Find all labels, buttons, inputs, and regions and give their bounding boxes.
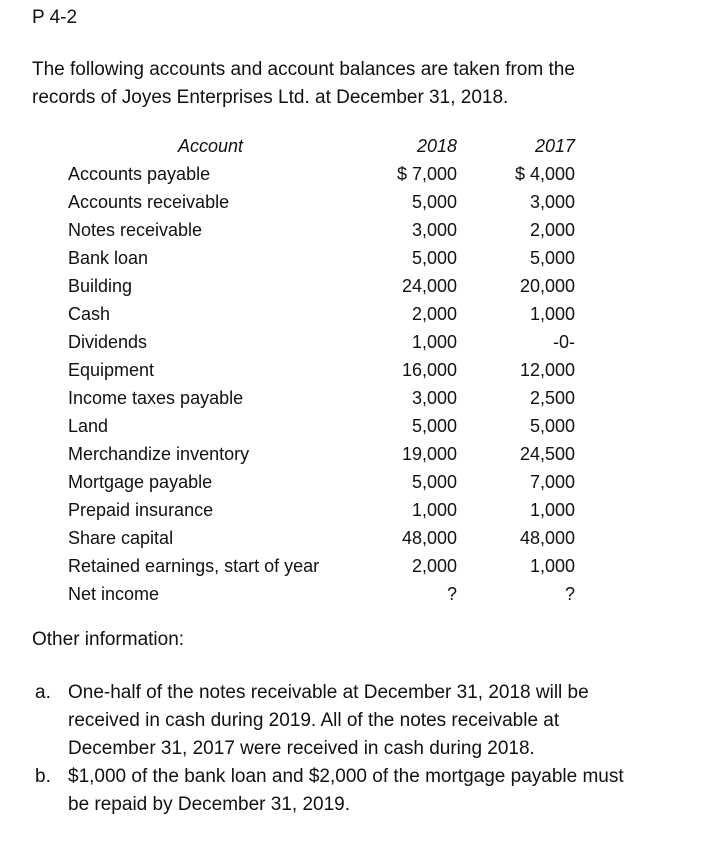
intro-line: The following accounts and account balances are taken from the xyxy=(32,59,575,80)
account-cell: Notes receivable xyxy=(68,220,203,240)
table-row xyxy=(0,329,715,357)
value-2017-cell: 5,000 xyxy=(529,248,575,268)
value-2017-cell: 2,000 xyxy=(529,220,575,240)
intro-paragraph xyxy=(32,56,692,112)
value-2018-cell: $ 7,000 xyxy=(396,164,457,184)
account-cell: Mortgage payable xyxy=(68,472,213,492)
note-line: $1,000 of the bank loan and $2,000 of the mortgage payable must xyxy=(68,766,624,787)
value-2017-cell: 7,000 xyxy=(529,472,575,492)
table-row xyxy=(0,161,715,189)
value-2017-cell: 24,500 xyxy=(519,444,575,464)
table-row xyxy=(0,357,715,385)
note-line: December 31, 2017 were received in cash during 2018. xyxy=(68,738,535,759)
value-2017-cell: 12,000 xyxy=(519,360,575,380)
account-cell: Prepaid insurance xyxy=(68,500,214,520)
account-cell: Building xyxy=(68,276,133,296)
account-cell: Merchandize inventory xyxy=(68,444,250,464)
account-cell: Equipment xyxy=(68,360,155,380)
table-header xyxy=(0,133,715,161)
value-2018-cell: 3,000 xyxy=(411,220,457,240)
note-line: One-half of the notes receivable at December 31, 2018 will be xyxy=(68,682,589,703)
table-row xyxy=(0,581,715,609)
account-cell: Cash xyxy=(68,304,111,324)
table-row xyxy=(0,217,715,245)
table-row xyxy=(0,441,715,469)
problem-title: P 4-2 xyxy=(32,7,78,28)
account-cell: Retained earnings, start of year xyxy=(68,556,320,576)
value-2017-cell: ? xyxy=(564,584,575,604)
value-2018-cell: 1,000 xyxy=(411,500,457,520)
value-2018-cell: 5,000 xyxy=(411,192,457,212)
account-cell: Share capital xyxy=(68,528,174,548)
header-account: Account xyxy=(178,136,244,156)
value-2017-cell: 5,000 xyxy=(529,416,575,436)
table-row xyxy=(0,385,715,413)
account-cell: Accounts receivable xyxy=(68,192,230,212)
note-line: received in cash during 2019. All of the notes receivable at xyxy=(68,710,560,731)
value-2017-cell: 1,000 xyxy=(529,556,575,576)
note-item-a xyxy=(32,679,702,763)
table-row xyxy=(0,189,715,217)
table-row xyxy=(0,273,715,301)
value-2017-cell: 20,000 xyxy=(519,276,575,296)
table-body xyxy=(0,161,715,609)
account-cell: Net income xyxy=(68,584,160,604)
value-2018-cell: 2,000 xyxy=(411,556,457,576)
header-2018: 2018 xyxy=(416,136,457,156)
value-2018-cell: 5,000 xyxy=(411,248,457,268)
account-cell: Accounts payable xyxy=(68,164,211,184)
value-2018-cell: 19,000 xyxy=(401,444,457,464)
value-2018-cell: 16,000 xyxy=(401,360,457,380)
note-line: be repaid by December 31, 2019. xyxy=(68,794,351,815)
value-2017-cell: 1,000 xyxy=(529,500,575,520)
note-marker: b. xyxy=(35,766,51,787)
value-2017-cell: 3,000 xyxy=(529,192,575,212)
other-information-heading: Other information: xyxy=(32,629,185,650)
value-2017-cell: -0- xyxy=(553,332,575,352)
account-cell: Dividends xyxy=(68,332,148,352)
table-row xyxy=(0,525,715,553)
account-balances-table xyxy=(0,133,715,609)
account-cell: Bank loan xyxy=(68,248,149,268)
account-cell: Income taxes payable xyxy=(68,388,244,408)
account-cell: Land xyxy=(68,416,109,436)
header-2017: 2017 xyxy=(534,136,575,156)
value-2018-cell: ? xyxy=(446,584,457,604)
table-row xyxy=(0,553,715,581)
value-2018-cell: 1,000 xyxy=(411,332,457,352)
value-2018-cell: 5,000 xyxy=(411,472,457,492)
value-2018-cell: 48,000 xyxy=(401,528,457,548)
value-2017-cell: $ 4,000 xyxy=(514,164,575,184)
value-2017-cell: 48,000 xyxy=(519,528,575,548)
intro-line: records of Joyes Enterprises Ltd. at December 31, 2018. xyxy=(32,87,509,108)
value-2017-cell: 2,500 xyxy=(529,388,575,408)
notes-list xyxy=(32,679,702,819)
table-row xyxy=(0,245,715,273)
value-2018-cell: 24,000 xyxy=(401,276,457,296)
note-marker: a. xyxy=(35,682,51,703)
table-row xyxy=(0,413,715,441)
value-2018-cell: 2,000 xyxy=(411,304,457,324)
value-2018-cell: 3,000 xyxy=(411,388,457,408)
table-row xyxy=(0,301,715,329)
table-row xyxy=(0,469,715,497)
value-2017-cell: 1,000 xyxy=(529,304,575,324)
note-item-b xyxy=(32,763,702,819)
table-row xyxy=(0,497,715,525)
value-2018-cell: 5,000 xyxy=(411,416,457,436)
